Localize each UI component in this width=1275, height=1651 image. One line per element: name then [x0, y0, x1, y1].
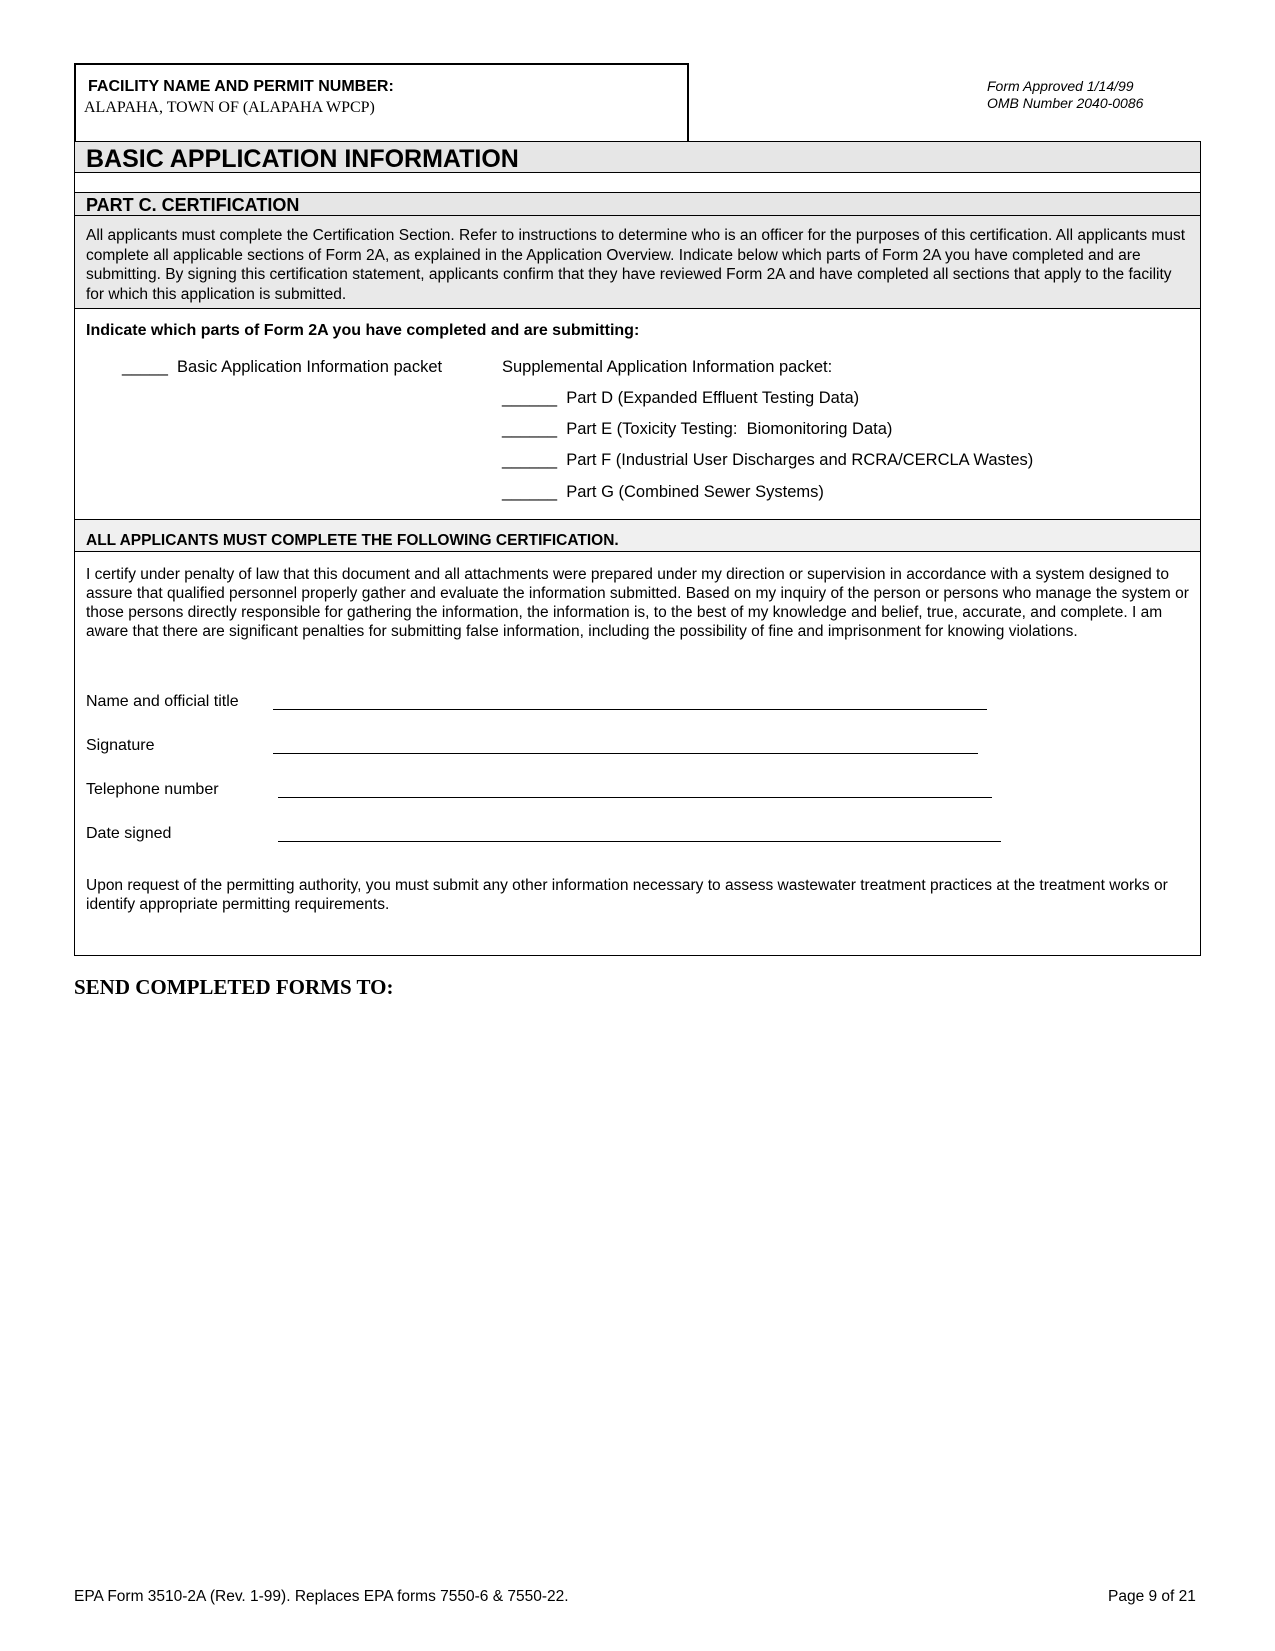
checklist-item-basic[interactable]: _____ Basic Application Information packet: [122, 358, 443, 376]
signature-label: Signature: [86, 737, 155, 754]
facility-header-box: [74, 63, 689, 142]
certification-heading: ALL APPLICANTS MUST COMPLETE THE FOLLOWING CERTIFICATION.: [86, 532, 619, 549]
checklist-heading: Indicate which parts of Form 2A you have completed and are submitting:: [86, 322, 640, 339]
omb-number: OMB Number 2040-0086: [987, 95, 1144, 111]
name-title-label: Name and official title: [86, 693, 239, 710]
certification-form: [74, 141, 1201, 956]
telephone-label: Telephone number: [86, 781, 219, 798]
facility-label: FACILITY NAME AND PERMIT NUMBER:: [88, 78, 394, 95]
part-title-band: [75, 192, 1200, 216]
certification-heading-band: [75, 519, 1200, 552]
footer-page-number: Page 9 of 21: [1108, 1588, 1196, 1605]
telephone-field[interactable]: [278, 797, 992, 798]
intro-text: All applicants must complete the Certification Section. Refer to instructions to determine who is an officer for the purposes of this certification. All applicants must complete all applicable sections of Form 2A, as explained in the Application Overview. Indicate below which parts of Form 2A you have completed and are submitting. By signing this certification statement, applicants confirm that they have reviewed Form 2A and have completed all sections that apply to the facility for which this application is submitted.: [86, 227, 1186, 303]
section-title-band: [75, 142, 1200, 173]
form-approved-date: Form Approved 1/14/99: [987, 78, 1134, 94]
form-approval-block: [987, 78, 1143, 112]
intro-band: [75, 216, 1200, 309]
checklist-item-part-e[interactable]: ______ Part E (Toxicity Testing: Biomonitoring Data): [502, 420, 893, 438]
checklist-item-part-d[interactable]: ______ Part D (Expanded Effluent Testing Data): [502, 389, 860, 407]
part-title: PART C. CERTIFICATION: [86, 195, 300, 215]
certification-statement: I certify under penalty of law that this document and all attachments were prepared under my direction or supervision in accordance with a system designed to assure that qualified personnel properly gather and evaluate the information submitted. Based on my inquiry of the person or persons who manage the system or those persons directly responsible for gathering the information, the information is, to the best of my knowledge and belief, true, accurate, and complete. I am aware that there are significant penalties for submitting false information, including the possibility of fine and imprisonment for knowing violations.: [86, 566, 1189, 640]
signature-field[interactable]: [273, 753, 978, 754]
footer-form-id: EPA Form 3510-2A (Rev. 1-99). Replaces EPA forms 7550-6 & 7550-22.: [74, 1588, 569, 1605]
facility-value: ALAPAHA, TOWN OF (ALAPAHA WPCP): [84, 99, 375, 116]
checklist-item-part-g[interactable]: ______ Part G (Combined Sewer Systems): [502, 483, 824, 501]
upon-request-text: Upon request of the permitting authority, you must submit any other information necessary to assess wastewater treatment practices at the treatment works or identify appropriate permitting requirements.: [86, 877, 1168, 913]
supplemental-heading: Supplemental Application Information packet:: [502, 358, 833, 376]
date-signed-label: Date signed: [86, 825, 172, 842]
send-forms-heading: SEND COMPLETED FORMS TO:: [74, 975, 394, 999]
checklist-item-part-f[interactable]: ______ Part F (Industrial User Discharges and RCRA/CERCLA Wastes): [502, 451, 1034, 469]
date-signed-field[interactable]: [278, 841, 1001, 842]
section-title: BASIC APPLICATION INFORMATION: [86, 145, 519, 173]
name-title-field[interactable]: [273, 709, 987, 710]
